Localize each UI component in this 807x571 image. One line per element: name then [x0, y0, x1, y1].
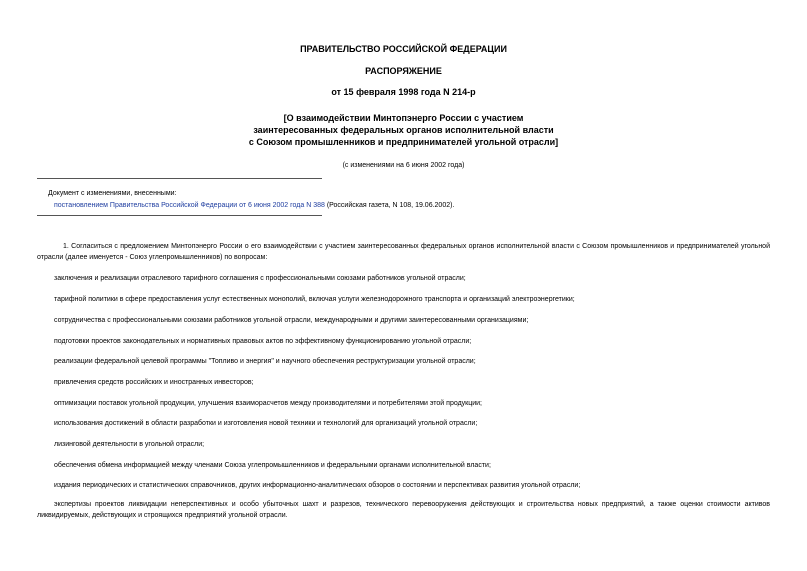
list-item: подготовки проектов законодательных и нормативных правовых актов по эффективному функционированию угольной отрасли; [54, 338, 472, 345]
title-line: [О взаимодействии Минтопэнерго России с участием [283, 113, 524, 123]
changes-note: (с изменениями на 6 июня 2002 года) [342, 162, 465, 169]
list-item: сотрудничества с профессиональными союзами работников угольной отрасли, международными и другими заинтересованными организациями; [54, 317, 529, 324]
list-item: лизинговой деятельности в угольной отрасли; [54, 441, 205, 448]
list-item: оптимизации поставок угольной продукции, улучшения взаиморасчетов между производителями и потребителями этой продукции; [54, 400, 482, 407]
list-item: привлечения средств российских и иностранных инвесторов; [54, 379, 254, 386]
divider-bottom [37, 215, 322, 216]
document-title [0, 112, 807, 148]
divider-top [37, 178, 322, 179]
list-item: использования достижений в области разработки и изготовления новой техники и технологий для организаций угольной отрасли; [54, 420, 478, 427]
title-line: заинтересованных федеральных органов исполнительной власти [253, 125, 554, 135]
list-item-last: экспертизы проектов ликвидации неперспективных и особо убыточных шахт и разрезов, технического перевооружения действующих и строительства новых предприятий, а также оценки стоимости активов ликвидируемых, действующих и строящихся предприятий угольной отрасли. [37, 501, 770, 519]
list-item: издания периодических и статистических справочников, других информационно-аналитических обзоров о состоянии и перспективах развития угольной отрасли; [54, 482, 581, 489]
list-item: реализации федеральной целевой программы "Топливо и энергия" и научного обеспечения реструктуризации угольной отрасли; [54, 358, 476, 365]
amendments-label: Документ с изменениями, внесенными: [48, 190, 177, 197]
document-date: от 15 февраля 1998 года N 214-р [331, 87, 476, 97]
list-item: заключения и реализации отраслевого тарифного соглашения с профессиональными союзами работников угольной отрасли; [54, 275, 466, 282]
paragraph-intro: 1. Согласиться с предложением Минтопэнерго России о его взаимодействии с участием заинтересованных федеральных органов исполнительной власти с Союзом промышленников и предпринимателей угольной отрасли (далее именуется - Союз углепромышленников) по вопросам: [37, 243, 770, 261]
amendment-source: (Российская газета, N 108, 19.06.2002). [324, 202, 455, 209]
title-line: с Союзом промышленников и предпринимателей угольной отрасли] [248, 137, 559, 147]
amendments-reference [54, 201, 454, 210]
list-item: тарифной политики в сфере предоставления услуг естественных монополий, включая услуги железнодорожного транспорта и организаций электроэнергетики; [54, 296, 575, 303]
amendment-link[interactable]: постановлением Правительства Российской Федерации от 6 июня 2002 года N 388 [54, 202, 325, 209]
document-type-heading: РАСПОРЯЖЕНИЕ [365, 66, 442, 76]
list-item: обеспечения обмена информацией между членами Союза углепромышленников и федеральными органами исполнительной власти; [54, 462, 491, 469]
government-heading: ПРАВИТЕЛЬСТВО РОССИЙСКОЙ ФЕДЕРАЦИИ [300, 44, 507, 54]
